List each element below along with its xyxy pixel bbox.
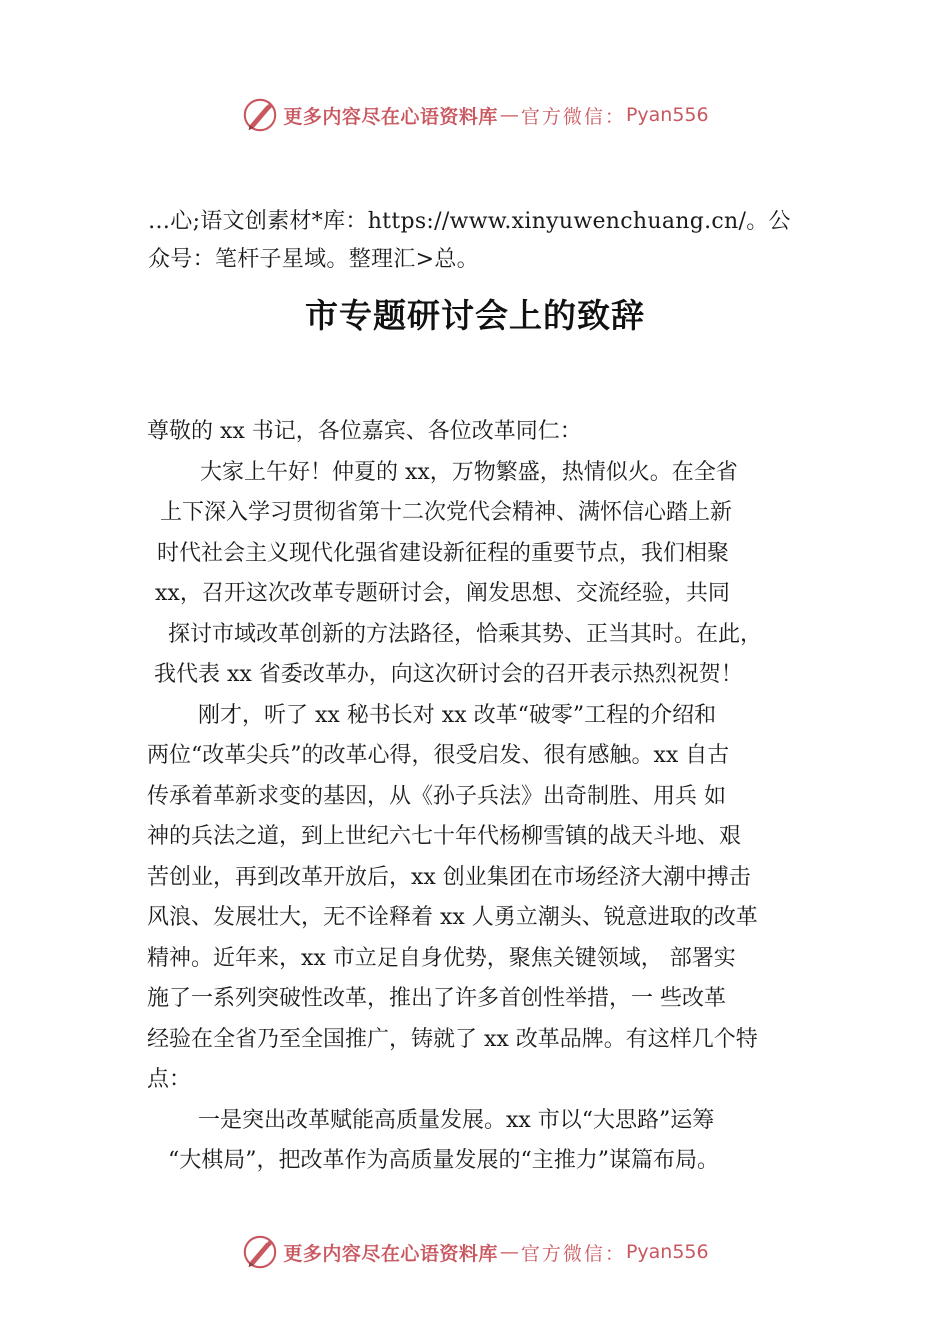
body-line: 点： <box>147 1067 192 1092</box>
body-line: 风浪、发展壮大，无不诠释着 xx 人勇立潮头、锐意进取的改革 <box>147 905 758 930</box>
banner-wechat-id: Pyan556 <box>625 104 709 126</box>
pen-logo-icon <box>241 96 279 134</box>
footer-banner <box>0 1227 950 1277</box>
banner-brand: 更多内容尽在心语资料库 <box>283 1242 498 1265</box>
body-line: 苦创业，再到改革开放后，xx 创业集团在市场经济大潮中搏击 <box>147 864 751 890</box>
body-line: 刚才，听了 xx 秘书长对 xx 改革“破零”工程的介绍和 <box>198 702 717 728</box>
body-line: 尊敬的 xx 书记，各位嘉宾、各位改革同仁： <box>147 419 582 444</box>
body-line: 神的兵法之道，到上世纪六七十年代杨柳雪镇的战天斗地、艰 <box>147 824 742 849</box>
banner-wechat-label: 官方微信： <box>520 105 626 128</box>
body-line: 探讨市域改革创新的方法路径，恰乘其势、正当其时。在此， <box>168 621 763 647</box>
body-line: 两位“改革尖兵”的改革心得，很受启发、很有感触。xx 自古 <box>147 743 730 768</box>
pen-logo-icon <box>241 1233 279 1271</box>
body-line: xx，召开这次改革专题研讨会，阐发思想、交流经验，共同 <box>155 581 730 606</box>
body-line: 大家上午好！仲夏的 xx，万物繁盛，热情似火。在全省 <box>200 459 738 485</box>
document-title: 市专题研讨会上的致辞 <box>305 296 645 335</box>
banner-wechat-label: 官方微信： <box>520 1242 626 1265</box>
body-line: 精神。近年来，xx 市立足自身优势，聚焦关键领域， 部署实 <box>147 945 736 971</box>
body-line: 施了一系列突破性改革，推出了许多首创性举措，一 些改革 <box>147 986 726 1011</box>
body-line: 我代表 xx 省委改革办，向这次研讨会的召开表示热烈祝贺！ <box>154 662 743 687</box>
banner-dash: — <box>499 1241 519 1263</box>
body-line: 经验在全省乃至全国推广，铸就了 xx 改革品牌。有这样几个特 <box>147 1026 758 1052</box>
banner-brand: 更多内容尽在心语资料库 <box>283 105 498 128</box>
body-line: 一是突出改革赋能高质量发展。xx 市以“大思路”运筹 <box>198 1107 715 1133</box>
header-banner <box>0 90 950 140</box>
body-line: 上下深入学习贯彻省第十二次党代会精神、满怀信心踏上新 <box>160 500 733 525</box>
document-body <box>147 412 837 1182</box>
source-line-2: 众号：笔杆子星域。整理汇>总。 <box>148 247 479 272</box>
body-line: “大棋局”，把改革作为高质量发展的“主推力”谋篇布局。 <box>168 1148 719 1173</box>
banner-wechat-id: Pyan556 <box>625 1241 709 1263</box>
body-line: 传承着革新求变的基因，从《孙子兵法》出奇制胜、用兵 如 <box>147 783 726 809</box>
banner-dash: — <box>499 104 519 126</box>
source-note <box>148 203 848 279</box>
body-line: 时代社会主义现代化强省建设新征程的重要节点，我们相聚 <box>157 540 730 566</box>
source-line-1: …心;语文创素材*库：https://www.xinyuwenchuang.cn/。公 <box>148 209 791 234</box>
